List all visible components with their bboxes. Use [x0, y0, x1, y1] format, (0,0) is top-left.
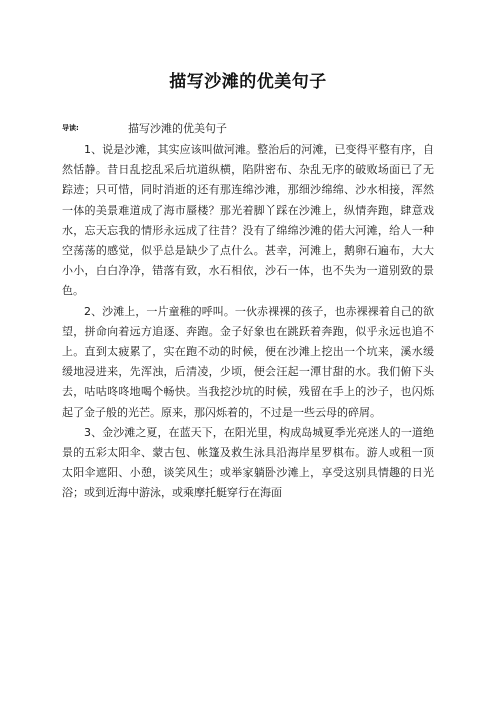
paragraph-3: 3、金沙滩之夏，在蓝天下，在阳光里，构成岛城夏季光亮迷人的一道绝景的五彩太阳伞、蒙古包、帐篷及救生泳具沿海岸星罗棋布。游人或租一顶太阳伞遮阳、小憩，谈笑风生；或举家躺卧沙滩上，享受这别具情趣的日光浴；或到近海中游泳，或乘摩托艇穿行在海面 — [62, 425, 434, 500]
paragraph-2: 2、沙滩上，一片童稚的呼叫。一伙赤裸裸的孩子，也赤裸裸着自己的欲望，拼命向着远方追逐、奔跑。金子好象也在跳跃着奔跑，似乎永远也追不上。直到太疲累了，实在跑不动的时候，便在沙滩上挖出一个坑来，溪水缓缓地浸进来，先浑浊，后清凌，少顷，便会汪起一潭甘甜的水。我们俯下头去，咕咕咚咚地喝个畅快。当我挖沙坑的时候，残留在手上的沙子，也闪烁起了金子般的光芒。原来，那闪烁着的，不过是一些云母的碎屑。 — [62, 304, 434, 419]
intro-label: 导读: — [62, 124, 79, 132]
document-body — [62, 140, 434, 504]
paragraph-1: 1、说是沙滩，其实应该叫做河滩。整治后的河滩，已变得平整有序，自然恬静。昔日乱挖乱采后坑道纵横，陷阱密布、杂乱无序的破败场面已了无踪迹；只可惜，同时消逝的还有那连绵沙滩，那细沙绵绵、沙水相接，浑然一体的美景难道成了海市蜃楼？那光着脚丫踩在沙滩上，纵情奔跑，肆意戏水，忘天忘我的情形永远成了往昔？没有了绵绵沙滩的偌大河滩，给人一种空荡荡的感觉，似乎总是缺少了点什么。甚幸，河滩上，鹅卵石遍布，大大小小，白白净净，错落有致，水石相依，沙石一体，也不失为一道别致的景色。 — [62, 143, 434, 298]
intro-text: 描写沙滩的优美句子 — [128, 122, 227, 135]
document-title: 描写沙滩的优美句子 — [169, 72, 327, 92]
intro-line — [62, 120, 442, 136]
